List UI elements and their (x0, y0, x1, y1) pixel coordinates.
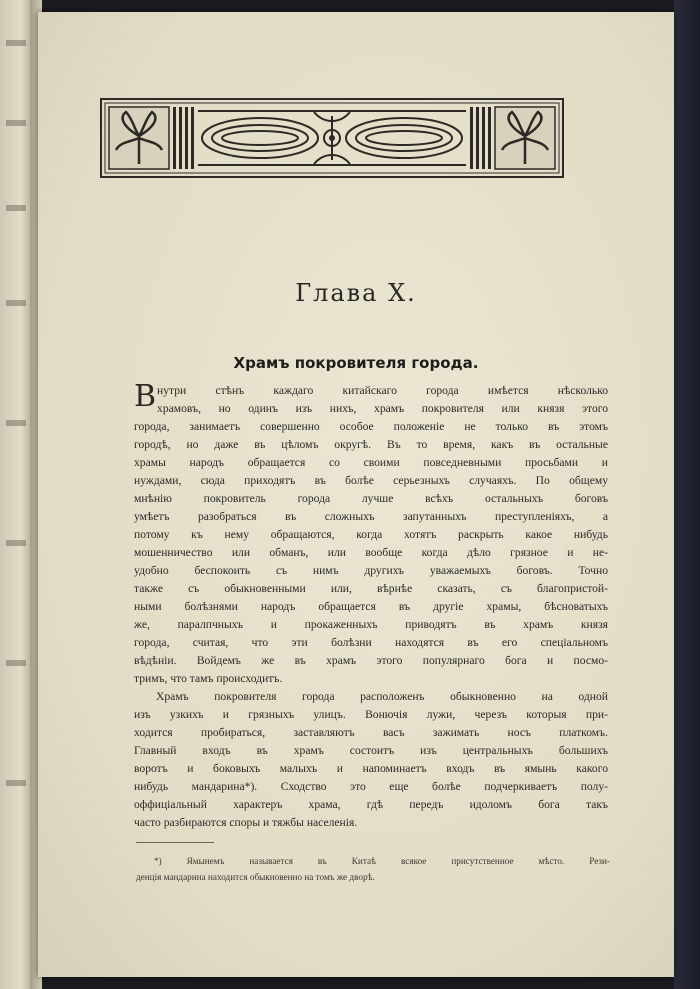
paragraph-1 (134, 379, 608, 688)
footnote-divider (136, 842, 214, 843)
text-line: городѣ, но даже въ цѣломъ округѣ. Въ то время, какъ въ остальные (134, 438, 608, 451)
art-nouveau-headpiece-ornament (100, 98, 564, 178)
text-line: изъ узкихъ и грязныхъ улицъ. Вонючія лужи, черезъ которыя при- (134, 708, 608, 721)
text-line: Храмъ покровителя города расположенъ обыкновенно на одной (156, 690, 608, 703)
previous-page-edge (0, 0, 30, 989)
text-line: часто разбираются споры и тяжбы населенія. (134, 816, 358, 829)
text-line: же, паралпчныхъ и прокаженныхъ приводятъ въ храмъ князя (134, 618, 608, 631)
text-line: мошенничество или обманъ, или вообще когда дѣло грязное и не- (134, 546, 608, 559)
book-cover-edge (674, 0, 700, 989)
text-line: потому къ нему обращаются, когда хотятъ раскрыть какое нибудь (134, 528, 608, 541)
text-line: ходится пробираться, заставляютъ васъ зажимать носъ платкомъ. (134, 726, 608, 739)
text-line: храмовъ, но одинъ изъ нихъ, храмъ покровителя или князя этого (157, 402, 608, 415)
body-text (134, 379, 608, 832)
text-line: оффиціальный характеръ храма, гдѣ передъ идоломъ бога такъ (134, 798, 608, 811)
text-line: удобно беспокоить съ нимъ другихъ уважаемыхъ боговъ. Точно (134, 564, 608, 577)
chapter-title: Глава X. (295, 279, 417, 307)
paragraph-2 (134, 688, 608, 832)
text-line: нибудь мандарина*). Сходство это еще болѣе подчеркиваетъ полу- (134, 780, 608, 793)
text-line: умѣетъ разобраться въ сложныхъ запутанныхъ преступленіяхъ, а (134, 510, 608, 523)
drop-cap: В (134, 379, 157, 414)
text-line: также съ обыкновенными или, вѣрнѣе сказать, съ благопристой- (134, 582, 608, 595)
text-line: города, считая, что эти болѣзни находятся въ его спеціальномъ (134, 636, 608, 649)
footnote-line: *) Ямынемъ называется въ Китаѣ всякое присутственное мѣсто. Рези- (154, 856, 610, 866)
book-page (38, 12, 674, 977)
footnote (136, 853, 610, 885)
section-title: Храмъ покровителя города. (233, 354, 479, 372)
text-line: храмы народъ обращается со своими повседневными просьбами и (134, 456, 608, 469)
text-line: ными болѣзнями народъ обращается въ другіе храмы, бѣсноватыхъ (134, 600, 608, 613)
text-line: тримъ, что тамъ происходитъ. (134, 672, 283, 685)
text-line: мнѣнію покровитель города лучше всѣхъ остальныхъ боговъ (134, 492, 608, 505)
text-line: Главный входъ въ храмъ состоитъ изъ центральныхъ большихъ (134, 744, 608, 757)
text-line: города, занимаетъ совершенно особое положеніе не только въ этомъ (134, 420, 608, 433)
text-line: вѣдѣніи. Войдемъ же въ храмъ этого популярнаго бога и посмо- (134, 654, 608, 667)
text-line: нутри стѣнъ каждаго китайскаго города имѣется нѣсколько (157, 384, 608, 397)
text-line: нуждами, сюда приходятъ въ болѣе серьезныхъ случаяхъ. По общему (134, 474, 608, 487)
text-line: воротъ и боковыхъ малыхъ и напоминаетъ входъ въ ямынь какого (134, 762, 608, 775)
footnote-line: денція мандарина находится обыкновенно на томъ же дворѣ. (136, 872, 375, 882)
